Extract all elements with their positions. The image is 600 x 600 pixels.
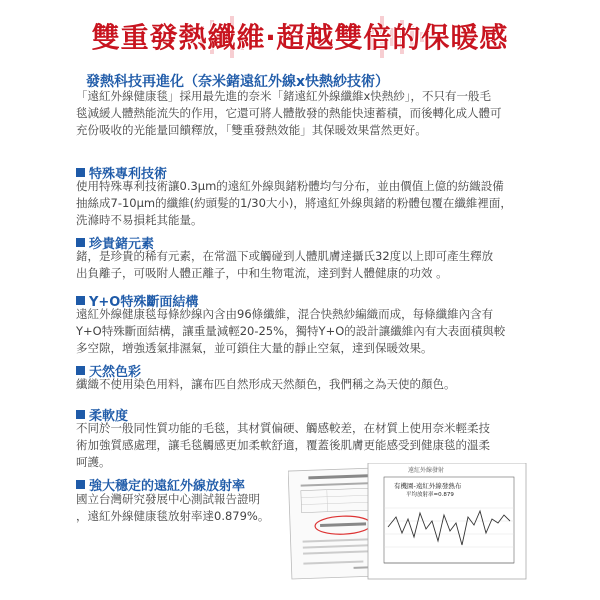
body-line: 鍺，是珍貴的稀有元素，在常溫下或觸碰到人體肌膚達攝氏32度以上即可產生釋放 <box>76 249 494 263</box>
section-heading-text: 強大穩定的遠紅外線放射率 <box>89 479 246 494</box>
intro-paragraph <box>76 88 526 139</box>
chart-subtitle: 平均放射率=0.879 <box>406 492 454 498</box>
section-heading-text: 天然色彩 <box>89 365 142 380</box>
body-line: 使用特殊專利技術讓0.3μm的遠紅外線與鍺粉體均勻分布，並由價值上億的紡織設備 <box>76 179 504 193</box>
body-line: 多空隙，增強透氣排濕氣，並可鎖住大量的靜止空氣，達到保暖效果。 <box>76 341 433 355</box>
emissivity-chart-image <box>368 463 526 579</box>
body-line: 術加強質感處理，讓毛毯觸感更加柔軟舒適，覆蓋後肌膚更能感受到健康毯的溫柔 <box>76 438 490 452</box>
body-line: 國立台灣研究發展中心測試報告證明 <box>76 492 260 506</box>
section-body-color <box>76 376 526 393</box>
body-line: ，遠紅外線健康毯放射率達0.879%。 <box>76 509 270 523</box>
square-bullet-icon <box>76 410 85 419</box>
chart-title: 有機園-遠紅外線發熱布 <box>394 482 462 490</box>
body-line: 不同於一般同性質功能的毛毯，其材質偏硬、觸感較差，在材質上使用奈米輕柔技 <box>76 421 490 435</box>
section-body-structure <box>76 306 526 357</box>
body-line: Y+O特殊斷面結構，讓重量減輕20-25%，獨特Y+O的設計讓纖維內有大表面積與較 <box>76 324 506 338</box>
section-heading-text: 特殊專利技術 <box>89 167 168 182</box>
intro-line: 毯減緩人體熱能流失的作用，它還可將人體散發的熱能快速蓄積，而後轉化成人體可 <box>76 106 502 120</box>
intro-line: 「遠紅外線健康毯」採用最先進的奈米「鍺遠紅外線纖維x快熱紗」，不只有一般毛 <box>76 89 492 103</box>
square-bullet-icon <box>76 296 85 305</box>
section-body-emissivity <box>76 491 286 525</box>
square-bullet-icon <box>76 238 85 247</box>
square-bullet-icon <box>76 168 85 177</box>
square-bullet-icon <box>76 480 85 489</box>
intro-line: 充份吸收的光能量回饋釋放，「雙重發熱效能」其保暖效果當然更好。 <box>76 123 427 137</box>
body-line: 呵護。 <box>76 455 111 469</box>
section-body-patent <box>76 178 526 229</box>
section-heading-text: 柔軟度 <box>89 409 129 424</box>
page-subtitle: 發熱科技再進化（奈米鍺遠紅外線x快熱紗技術） <box>86 74 390 90</box>
chart-caption: 遠紅外線發射 <box>408 467 445 474</box>
square-bullet-icon <box>76 366 85 375</box>
title-banner <box>0 12 600 62</box>
test-report-figure <box>288 463 528 581</box>
body-line: 出負離子，可吸附人體正離子，中和生物電流，達到對人體健康的功效 。 <box>76 266 448 280</box>
section-body-germanium <box>76 248 526 282</box>
body-line: 洗滌時不易損耗其能量。 <box>76 213 203 227</box>
body-line: 抽絲成7-10μm的纖維(約頭髮的1/30大小)，將遠紅外線與鍺的粉體包覆在纖維裡面， <box>76 196 512 210</box>
body-line: 纖織不使用染色用料，讓布匹自然形成天然顏色，我們稱之為天使的顏色。 <box>76 377 456 391</box>
page-title: 雙重發熱纖維‧超越雙倍的保暖感 <box>91 21 509 54</box>
section-heading-text: Y+O特殊斷面結構 <box>89 295 199 310</box>
body-line: 遠紅外線健康毯每條紗線內含由96條纖維，混合快熱紗編織而成，每條纖維內含有 <box>76 307 494 321</box>
section-heading-text: 珍貴鍺元素 <box>89 237 155 252</box>
